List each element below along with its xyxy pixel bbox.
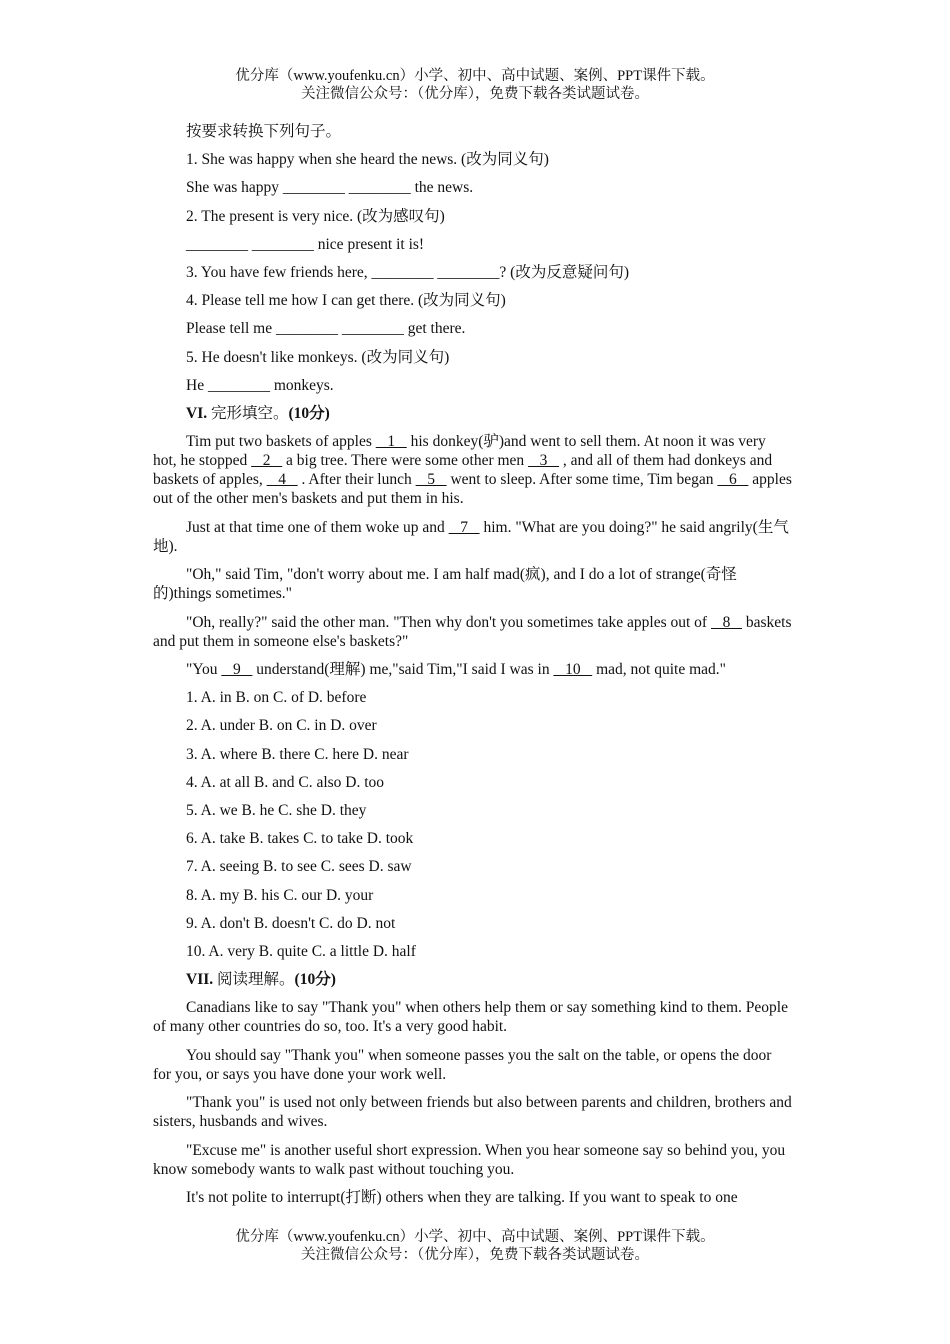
blank-2: 2	[251, 452, 283, 470]
passage-text: apples out of the other men's baskets and put them in his.	[153, 471, 792, 508]
option-line: 2. A. under B. on C. in D. over	[186, 717, 377, 735]
blank-7: 7	[448, 518, 480, 536]
reading-paragraph: You should say "Thank you" when someone passes you the salt on the table, or opens the door for you, or says you have done your work well.	[153, 1046, 772, 1083]
passage-text: Tim put two baskets of apples	[186, 433, 376, 451]
passage-text: , and all of them had donkeys and baskets of apples,	[153, 452, 773, 489]
blank-3: 3	[528, 452, 560, 470]
blank-9: 9	[221, 661, 253, 679]
blank-4: 4	[266, 471, 298, 489]
passage-text: understand(理解) me,"said Tim,"I said I was in	[252, 661, 554, 679]
blank-10: 10	[553, 661, 593, 679]
section6-title: 完形填空。	[210, 404, 289, 422]
section6-score: (10分)	[288, 404, 330, 422]
blank-6: 6	[717, 471, 749, 489]
option-line: 3. A. where B. there C. here D. near	[186, 745, 409, 763]
section5-line: She was happy ________ ________ the news.	[186, 179, 474, 197]
option-line: 8. A. my B. his C. our D. your	[186, 886, 374, 904]
header-line-2: 关注微信公众号：（优分库），免费下载各类试题试卷。	[301, 86, 649, 102]
footer-line-1: 优分库（www.youfenku.cn）小学、初中、高中试题、案例、PPT课件下载。	[235, 1229, 715, 1245]
section5-line: He ________ monkeys.	[186, 376, 334, 394]
blank-5: 5	[415, 471, 447, 489]
passage-text: a big tree. There were some other men	[282, 452, 529, 470]
header-line-1: 优分库（www.youfenku.cn）小学、初中、高中试题、案例、PPT课件下载。	[235, 68, 715, 84]
section6-heading	[153, 404, 793, 423]
cloze-paragraph-5	[153, 660, 793, 679]
passage-text: his donkey(驴)and went to sell them. At noon it was very hot, he stopped	[153, 433, 766, 470]
passage-text: Just at that time one of them woke up and	[186, 518, 449, 536]
option-line: 1. A. in B. on C. of D. before	[186, 689, 367, 707]
reading-paragraph: Canadians like to say "Thank you" when others help them or say something kind to them. People of many other countries do so, too. It's a very good habit.	[153, 999, 788, 1036]
reading-paragraph: "Excuse me" is another useful short expression. When you hear someone say so behind you, you know somebody wants to walk past without touching you.	[153, 1141, 786, 1178]
section5-line: 4. Please tell me how I can get there. (改为同义句)	[186, 292, 506, 310]
cloze-paragraph-3: "Oh," said Tim, "don't worry about me. I am half mad(疯), and I do a lot of strange(奇怪的)things sometimes."	[153, 566, 737, 603]
section5-instruction: 按要求转换下列句子。	[186, 123, 342, 140]
page-footer	[0, 1228, 950, 1264]
option-line: 7. A. seeing B. to see C. sees D. saw	[186, 858, 412, 876]
passage-text: "You	[186, 661, 222, 679]
option-line: 4. A. at all B. and C. also D. too	[186, 773, 385, 791]
option-line: 5. A. we B. he C. she D. they	[186, 802, 367, 819]
option-line: 10. A. very B. quite C. a little D. half	[186, 942, 416, 960]
option-line: 6. A. take B. takes C. to take D. took	[186, 830, 414, 848]
worksheet-content	[153, 122, 793, 1217]
section5-line: 5. He doesn't like monkeys. (改为同义句)	[186, 348, 450, 366]
passage-text: . After their lunch	[297, 471, 416, 489]
passage-text: him. "What are you doing?" he said angrily(生气地).	[153, 518, 789, 555]
section7-title: 阅读理解。	[217, 971, 295, 989]
cloze-paragraph-4	[153, 613, 793, 651]
section5-line: Please tell me ________ ________ get there.	[186, 320, 466, 338]
passage-text: "Oh, really?" said the other man. "Then why don't you sometimes take apples out of	[186, 613, 711, 631]
section5-line: 1. She was happy when she heard the news. (改为同义句)	[186, 151, 549, 169]
section5-line: ________ ________ nice present it is!	[186, 235, 425, 253]
reading-paragraph: It's not polite to interrupt(打断) others when they are talking. If you want to speak to one	[186, 1189, 738, 1207]
footer-line-2: 关注微信公众号：（优分库），免费下载各类试题试卷。	[301, 1247, 649, 1263]
option-line: 9. A. don't B. doesn't C. do D. not	[186, 914, 396, 932]
blank-8: 8	[710, 613, 742, 631]
section6-number: VI.	[186, 404, 208, 422]
reading-paragraph: "Thank you" is used not only between friends but also between parents and children, brothers and sisters, husbands and wives.	[153, 1094, 792, 1131]
cloze-paragraph-1	[153, 432, 793, 508]
blank-1: 1	[375, 433, 407, 451]
page-header	[0, 67, 950, 103]
section7-heading	[153, 970, 793, 989]
section7-number: VII.	[186, 971, 214, 989]
passage-text: baskets and put them in someone else's baskets?"	[153, 613, 792, 650]
passage-text: mad, not quite mad."	[592, 661, 726, 679]
cloze-paragraph-2	[153, 518, 793, 556]
section7-score: (10分)	[294, 971, 336, 989]
passage-text: went to sleep. After some time, Tim began	[446, 471, 718, 489]
section5-line: 3. You have few friends here, ________ ________? (改为反意疑问句)	[186, 263, 629, 281]
section5-line: 2. The present is very nice. (改为感叹句)	[186, 207, 445, 225]
